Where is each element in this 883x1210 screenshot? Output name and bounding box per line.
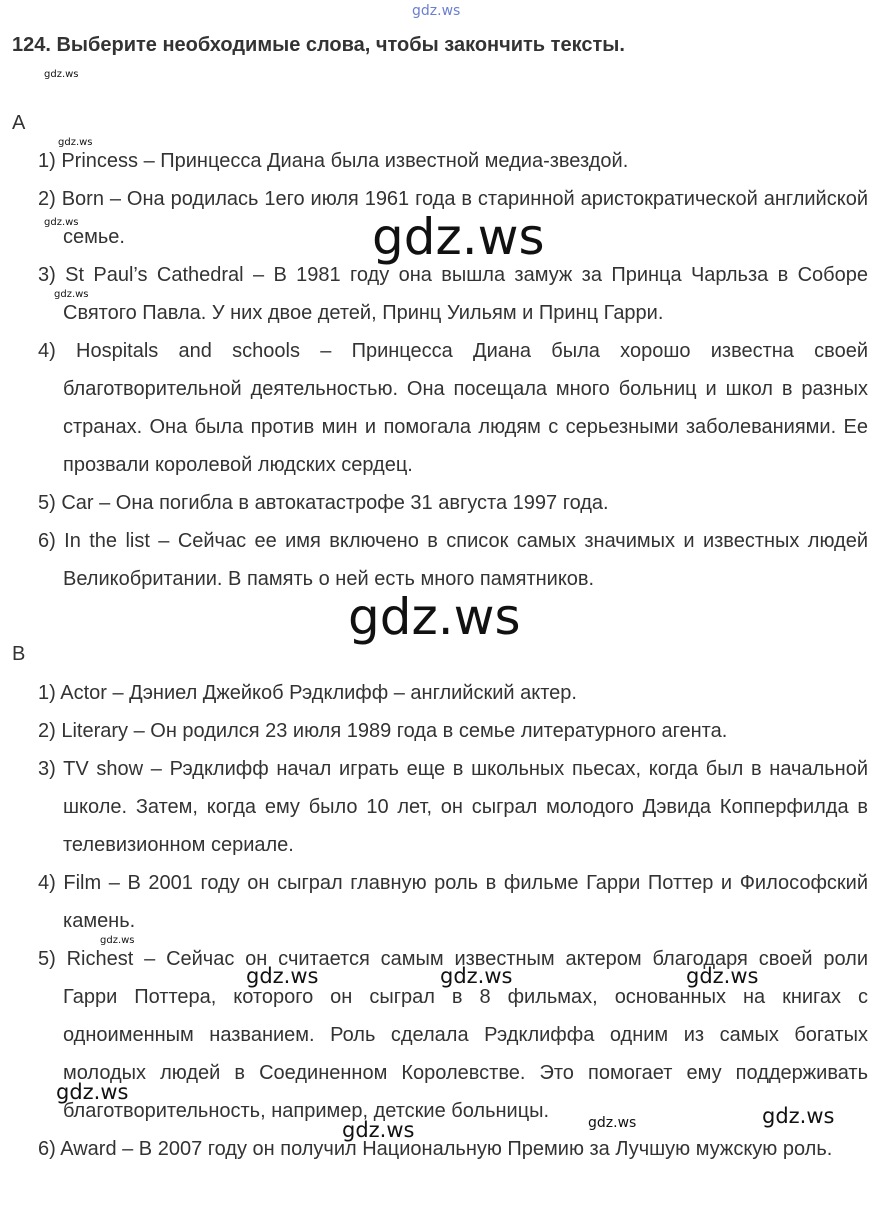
watermark: gdz.ws: [762, 1104, 835, 1128]
watermark: gdz.ws: [440, 964, 513, 988]
watermark: gdz.ws: [44, 69, 79, 80]
section-b-label: B: [12, 643, 26, 665]
watermark: gdz.ws: [100, 935, 135, 946]
watermark: gdz.ws: [342, 1118, 415, 1142]
section-b-item-4: 4) Film – В 2001 году он сыграл главную роль в фильме Гарри Поттер и Философский камень.: [38, 872, 868, 932]
watermark: gdz.ws: [44, 217, 79, 228]
watermark: gdz.ws: [246, 964, 319, 988]
watermark: gdz.ws: [58, 137, 93, 148]
section-b-item-1: 1) Actor – Дэниел Джейкоб Рэдклифф – английский актер.: [38, 682, 577, 704]
section-b-item-3: 3) TV show – Рэдклифф начал играть еще в школьных пьесах, когда был в начальной школе. Затем, когда ему было 10 лет, он сыграл молодого Дэвида Копперфилда в телевизионном сериале.: [38, 758, 868, 856]
section-a-item-1: 1) Princess – Принцесса Диана была известной медиа-звездой.: [38, 150, 629, 172]
watermark: gdz.ws: [54, 289, 89, 300]
section-a-item-4: 4) Hospitals and schools – Принцесса Диана была хорошо известна своей благотворительной деятельностью. Она посещала много больниц и школ в разных странах. Она была против мин и помогала людям с серьезными заболеваниями. Ее прозвали королевой людских сердец.: [38, 340, 868, 476]
section-b-item-2: 2) Literary – Он родился 23 июля 1989 года в семье литературного агента.: [38, 720, 728, 742]
section-b-item-5: 5) Richest – Сейчас он считается самым известным актером благодаря своей роли Гарри Поттера, которого он сыграл в 8 фильмах, основанных на книгах с одноименным названием. Роль сделала Рэдклиффа одним из самых богатых молодых людей в Соединенном Королевстве. Это помогает ему поддерживать благотворительность, например, детские больницы.: [38, 948, 868, 1122]
section-a-item-2: 2) Born – Она родилась 1его июля 1961 года в старинной аристократической английской семье.: [38, 188, 868, 248]
watermark: gdz.ws: [686, 964, 759, 988]
watermark-top[interactable]: gdz.ws: [412, 3, 461, 19]
watermark-large: gdz.ws: [372, 208, 545, 266]
section-a-item-5: 5) Car – Она погибла в автокатастрофе 31 августа 1997 года.: [38, 492, 609, 514]
watermark: gdz.ws: [588, 1115, 637, 1131]
section-a-label: A: [12, 112, 26, 134]
exercise-title: 124. Выберите необходимые слова, чтобы закончить тексты.: [12, 34, 625, 56]
section-a-item-6: 6) In the list – Сейчас ее имя включено в список самых значимых и известных людей Великобритании. В память о ней есть много памятников.: [38, 530, 868, 590]
watermark: gdz.ws: [56, 1080, 129, 1104]
watermark-large: gdz.ws: [348, 588, 521, 646]
section-a-item-3: 3) St Paul’s Cathedral – В 1981 году она вышла замуж за Принца Чарльза в Соборе Святого Павла. У них двое детей, Принц Уильям и Принц Гарри.: [38, 264, 868, 324]
section-b-item-6: 6) Award – В 2007 году он получил Национальную Премию за Лучшую мужскую роль.: [38, 1138, 833, 1160]
